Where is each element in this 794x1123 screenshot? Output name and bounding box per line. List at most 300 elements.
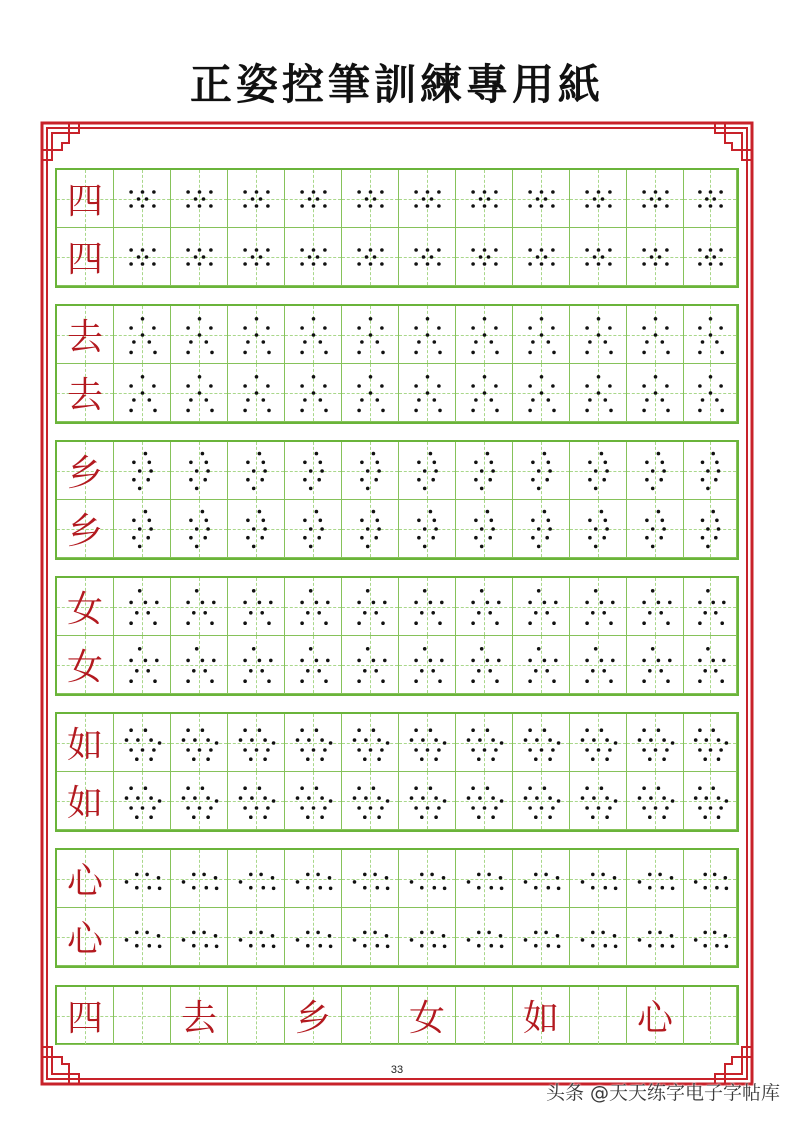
tracing-dot [648,611,652,615]
guide-line [370,987,371,1044]
tracing-dot [547,340,551,344]
tracing-dot [365,255,369,259]
guide-line [256,987,257,1044]
tracing-dot [642,601,646,605]
tracing-dot [255,248,259,252]
tracing-dot [317,611,321,615]
model-cell [57,364,114,422]
tracing-dots [114,442,171,500]
tracing-dot [429,452,433,456]
review-cell [114,987,171,1045]
tracing-dot [711,659,715,663]
tracing-dot [376,944,380,948]
tracing-dot [429,786,433,790]
tracing-dot [215,741,219,745]
tracing-dot [426,748,430,752]
tracing-dot [380,248,384,252]
tracing-dots [513,500,570,558]
tracing-dot [477,815,481,819]
tracing-dot [659,669,663,673]
tracing-dot [209,190,213,194]
tracing-dot [581,880,585,884]
tracing-dot [531,461,535,465]
tracing-dot [545,611,549,615]
tracing-dot [365,197,369,201]
tracing-cell [285,442,342,500]
review-cell [171,987,228,1045]
tracing-dot [206,757,210,761]
tracing-dot [210,351,214,355]
tracing-dot [426,317,430,321]
tracing-dot [125,738,129,742]
tracing-dot [148,340,152,344]
practice-block [55,576,739,696]
tracing-dots [399,228,456,286]
tracing-cell [627,578,684,636]
tracing-dot [433,944,437,948]
tracing-dot [312,317,316,321]
tracing-dot [423,487,427,491]
tracing-dot [157,934,161,938]
tracing-dot [540,748,544,752]
practice-block [55,440,739,560]
tracing-dot [206,815,210,819]
tracing-dot [480,469,484,473]
tracing-dot [547,398,551,402]
tracing-dot [423,527,427,531]
tracing-dot [132,519,136,523]
review-cell [513,987,570,1045]
tracing-dot [377,796,381,800]
tracing-dot [206,469,210,473]
tracing-dot [381,409,385,413]
tracing-cell [228,578,285,636]
tracing-dot [255,204,259,208]
tracing-dot [662,469,666,473]
tracing-dot [497,601,501,605]
tracing-dot [243,409,247,413]
tracing-dot [153,621,157,625]
tracing-dot [426,333,430,337]
tracing-dots [342,228,399,286]
tracing-dot [662,815,666,819]
tracing-dot [528,601,532,605]
tracing-dot [585,351,589,355]
tracing-dot [594,487,598,491]
tracing-dot [430,255,434,259]
tracing-dots [513,850,570,908]
tracing-dot [312,333,316,337]
tracing-dot [202,255,206,259]
tracing-dot [540,204,544,208]
tracing-dot [129,384,133,388]
tracing-dot [414,190,418,194]
tracing-cell [513,850,570,908]
tracing-dots [684,442,737,500]
tracing-dots [399,170,456,228]
tracing-dot [366,647,370,651]
tracing-dot [205,461,209,465]
tracing-dot [239,796,243,800]
tracing-dot [698,204,702,208]
tracing-dot [303,519,307,523]
tracing-dots [513,228,570,286]
tracing-dot [186,786,190,790]
tracing-dot [471,326,475,330]
tracing-dot [601,255,605,259]
tracing-dot [437,262,441,266]
tracing-dot [381,621,385,625]
tracing-dot [206,738,210,742]
tracing-dot [312,262,316,266]
tracing-dot [426,806,430,810]
tracing-dot [326,601,330,605]
guide-line [598,987,599,1044]
tracing-cell [513,228,570,286]
tracing-dot [557,945,561,949]
tracing-cell [171,500,228,558]
tracing-dots [513,170,570,228]
tracing-cell [570,364,627,422]
tracing-cell [285,578,342,636]
tracing-dot [661,398,665,402]
tracing-cell [342,170,399,228]
tracing-dot [319,461,323,465]
tracing-dot [642,409,646,413]
tracing-dot [665,384,669,388]
tracing-dot [369,391,373,395]
tracing-dots [456,636,513,694]
tracing-dot [591,611,595,615]
tracing-dot [705,796,709,800]
tracing-dot [665,204,669,208]
tracing-dot [608,248,612,252]
tracing-dot [661,519,665,523]
tracing-dot [377,738,381,742]
tracing-dots [342,850,399,908]
tracing-dot [585,262,589,266]
tracing-dot [417,461,421,465]
tracing-dot [360,478,364,482]
tracing-dot [438,621,442,625]
tracing-cell [570,442,627,500]
tracing-dot [308,197,312,201]
tracing-dot [421,738,425,742]
tracing-dot [206,796,210,800]
guide-line [710,987,711,1044]
tracing-dot [524,938,528,942]
tracing-dot [309,527,313,531]
tracing-dot [192,873,196,877]
tracing-dot [534,611,538,615]
tracing-dot [182,880,186,884]
tracing-dot [198,204,202,208]
tracing-cell [627,364,684,422]
tracing-cell [285,364,342,422]
tracing-dot [198,317,202,321]
tracing-dot [488,536,492,540]
model-character: 去 [180,998,217,1039]
tracing-cell [114,636,171,694]
tracing-dot [433,398,437,402]
tracing-dot [129,190,133,194]
tracing-cell [285,908,342,966]
tracing-dots [513,772,570,830]
tracing-dot [437,384,441,388]
model-character: 去 [66,317,103,358]
tracing-dot [706,527,710,531]
tracing-dots [684,908,737,966]
tracing-dot [719,262,723,266]
tracing-dots [171,578,228,636]
model-cell [57,228,114,286]
tracing-dot [486,786,490,790]
tracing-dot [649,796,653,800]
tracing-dot [661,461,665,465]
tracing-dot [491,796,495,800]
tracing-dot [376,398,380,402]
tracing-dot [266,806,270,810]
tracing-dot [189,340,193,344]
tracing-dot [537,469,541,473]
tracing-dot [252,545,256,549]
tracing-dot [706,487,710,491]
tracing-dot [536,197,540,201]
tracing-dot [471,262,475,266]
tracing-dot [328,876,332,880]
tracing-dot [243,326,247,330]
tracing-dot [369,248,373,252]
tracing-dot [651,647,655,651]
tracing-cell [399,850,456,908]
tracing-dot [149,757,153,761]
tracing-dot [534,944,538,948]
tracing-dot [263,738,267,742]
tracing-dot [201,728,205,732]
tracing-dot [480,647,484,651]
tracing-dot [648,886,652,890]
tracing-dot [698,601,702,605]
tracing-dots [171,772,228,830]
tracing-dot [715,886,719,890]
tracing-dot [715,519,719,523]
tracing-dot [203,536,207,540]
tracing-dot [306,815,310,819]
tracing-dot [125,880,129,884]
tracing-dot [528,621,532,625]
tracing-dot [312,204,316,208]
tracing-dots [570,578,627,636]
tracing-dots [114,850,171,908]
tracing-dot [249,873,253,877]
tracing-dot [478,796,482,800]
tracing-dot [585,659,589,663]
tracing-dot [189,536,193,540]
tracing-dot [491,738,495,742]
tracing-dot [300,351,304,355]
tracing-dot [317,536,321,540]
tracing-dot [477,669,481,673]
tracing-dot [141,317,145,321]
tracing-dot [239,880,243,884]
tracing-dot [698,621,702,625]
tracing-dot [608,806,612,810]
tracing-dot [528,384,532,388]
tracing-dot [300,204,304,208]
tracing-dots [342,442,399,500]
tracing-dot [315,786,319,790]
tracing-dot [146,669,150,673]
tracing-dot [417,398,421,402]
tracing-dots [114,772,171,830]
tracing-dot [414,748,418,752]
tracing-dot [320,469,324,473]
tracing-dot [243,728,247,732]
review-cell [399,987,456,1045]
tracing-dots [171,306,228,364]
tracing-dot [206,527,210,531]
tracing-cell [456,170,513,228]
tracing-dot [386,741,390,745]
tracing-dot [495,351,499,355]
tracing-dot [715,461,719,465]
tracing-dot [203,478,207,482]
tracing-dot [608,204,612,208]
tracing-cell [399,228,456,286]
tracing-cell [570,636,627,694]
tracing-cell [684,170,737,228]
tracing-dot [551,190,555,194]
tracing-dot [186,351,190,355]
tracing-dot [272,945,276,949]
tracing-cell [228,850,285,908]
tracing-dot [486,601,490,605]
tracing-dot [547,461,551,465]
tracing-dots [342,578,399,636]
tracing-dot [477,611,481,615]
tracing-dot [477,931,481,935]
tracing-dot [255,748,259,752]
tracing-dot [357,262,361,266]
tracing-dot [608,326,612,330]
tracing-dot [383,601,387,605]
tracing-dot [725,799,729,803]
tracing-dots [114,908,171,966]
tracing-dot [648,873,652,877]
tracing-dot [534,669,538,673]
tracing-dot [552,621,556,625]
tracing-dots [570,714,627,772]
tracing-cell [684,578,737,636]
tracing-cell [342,364,399,422]
tracing-dot [613,934,617,938]
tracing-cell [570,306,627,364]
tracing-dot [711,728,715,732]
tracing-dot [471,679,475,683]
tracing-dot [255,190,259,194]
tracing-dot [588,536,592,540]
tracing-dot [658,931,662,935]
tracing-dot [153,351,157,355]
tracing-dot [380,204,384,208]
tracing-dot [369,190,373,194]
tracing-dot [494,248,498,252]
tracing-dots [228,500,285,558]
tracing-dot [255,262,259,266]
tracing-dot [645,478,649,482]
tracing-dot [443,887,447,891]
tracing-dot [483,806,487,810]
tracing-dot [317,669,321,673]
tracing-cell [399,578,456,636]
tracing-dot [372,510,376,514]
tracing-dot [471,384,475,388]
tracing-dot [480,545,484,549]
tracing-dot [209,748,213,752]
tracing-dot [535,738,539,742]
tracing-dot [189,398,193,402]
tracing-cell [171,170,228,228]
tracing-dots [171,850,228,908]
tracing-dot [701,461,705,465]
tracing-dot [495,621,499,625]
tracing-dot [383,659,387,663]
tracing-dot [372,659,376,663]
tracing-dots [456,908,513,966]
tracing-dot [376,886,380,890]
tracing-dot [483,262,487,266]
tracing-dot [670,934,674,938]
tracing-dot [194,255,198,259]
tracing-dot [602,669,606,673]
tracing-dot [417,340,421,344]
tracing-cell [513,636,570,694]
tracing-dot [594,545,598,549]
tracing-dot [701,478,705,482]
tracing-dot [434,796,438,800]
tracing-dot [138,487,142,491]
tracing-dot [381,679,385,683]
tracing-dot [353,938,357,942]
tracing-dot [717,738,721,742]
tracing-dot [300,786,304,790]
tracing-dot [642,326,646,330]
tracing-dot [703,873,707,877]
tracing-dot [182,796,186,800]
tracing-dot [182,938,186,942]
tracing-cell [228,442,285,500]
tracing-dot [148,886,152,890]
tracing-dot [581,938,585,942]
tracing-dots [627,714,684,772]
tracing-dot [437,190,441,194]
model-character: 如 [66,783,103,824]
tracing-dot [528,326,532,330]
tracing-cell [570,500,627,558]
tracing-dot [423,469,427,473]
tracing-dot [600,728,604,732]
tracing-dot [357,748,361,752]
tracing-cell [513,364,570,422]
practice-block [55,848,739,968]
tracing-dot [554,659,558,663]
tracing-dot [306,611,310,615]
tracing-dot [600,452,604,456]
tracing-cell [399,170,456,228]
tracing-dot [266,190,270,194]
tracing-dot [487,873,491,877]
tracing-dot [650,255,654,259]
